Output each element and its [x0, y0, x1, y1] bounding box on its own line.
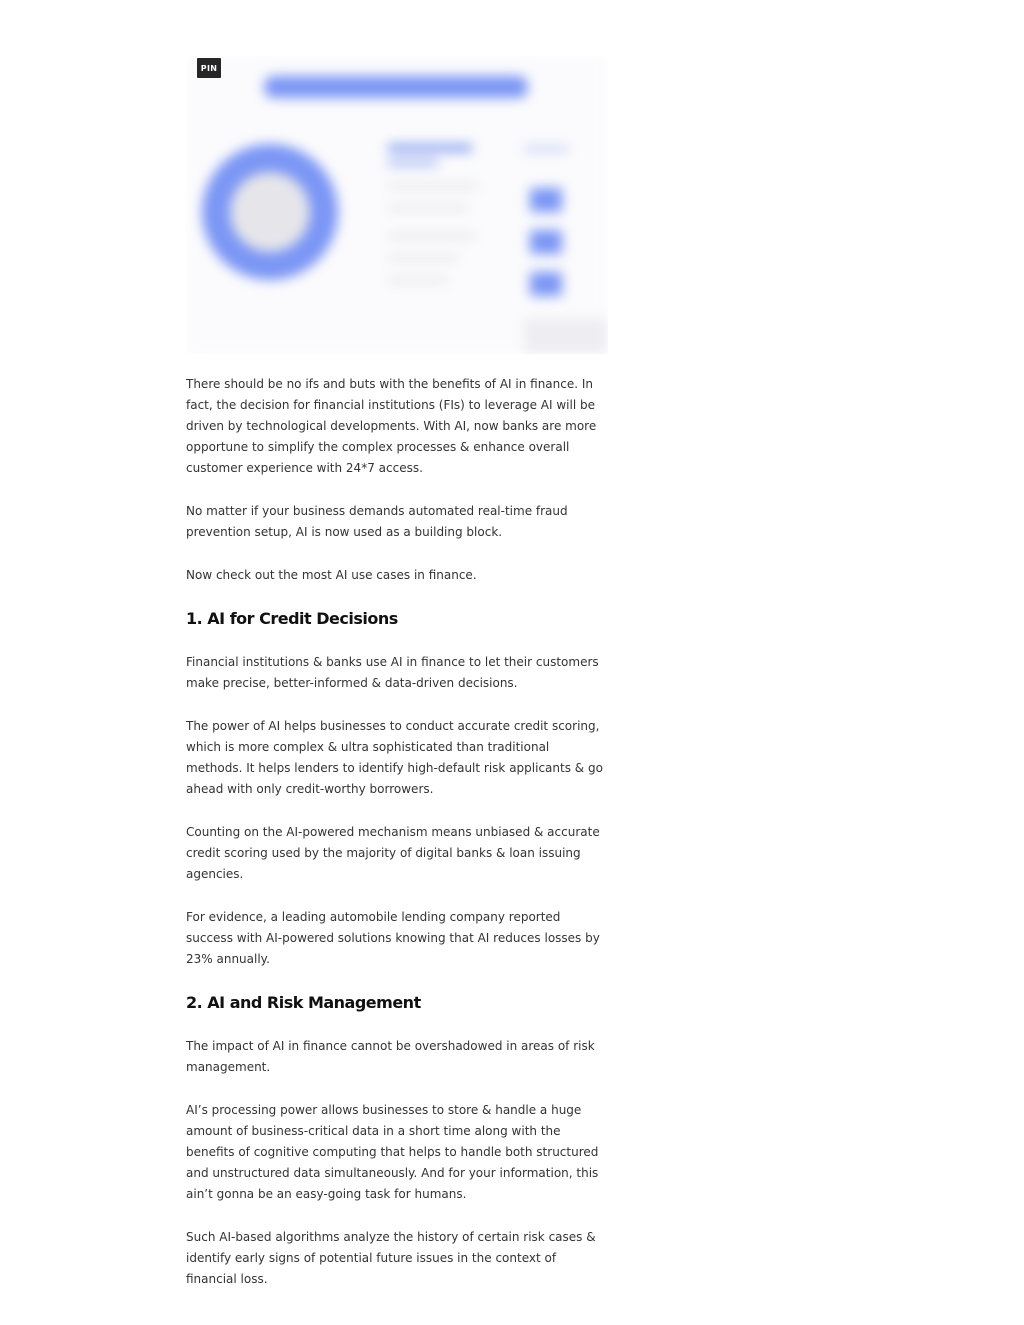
section-paragraph: The power of AI helps businesses to conduct accurate credit scoring, which is more complex & ultra sophisticated than traditional methods. It helps lenders to identify high-default risk applicants & go ahead with only credit-worthy borrowers. — [186, 719, 603, 796]
section-paragraph: Such AI-based algorithms analyze the history of certain risk cases & identify early signs of potential future issues in the context of financial loss. — [186, 1230, 596, 1286]
section-heading-credit-decisions: 1. AI for Credit Decisions — [186, 609, 398, 628]
blurred-infographic — [186, 56, 608, 354]
section-heading-risk-management: 2. AI and Risk Management — [186, 993, 421, 1012]
infographic-image — [186, 56, 608, 354]
section-paragraph: For evidence, a leading automobile lending company reported success with AI-powered solutions knowing that AI reduces losses by 23% annually. — [186, 910, 600, 966]
article — [186, 56, 608, 1312]
pin-button[interactable]: PIN — [197, 58, 221, 78]
intro-paragraph: There should be no ifs and buts with the benefits of AI in finance. In fact, the decision for financial institutions (FIs) to leverage AI will be driven by technological developments. With AI, now banks are more opportune to simplify the complex processes & enhance overall customer experience with 24*7 access. — [186, 377, 597, 475]
section-paragraph: Financial institutions & banks use AI in finance to let their customers make precise, better-informed & data-driven decisions. — [186, 655, 599, 690]
section-paragraph: AI’s processing power allows businesses to store & handle a huge amount of business-critical data in a short time along with the benefits of cognitive computing that helps to handle both structured and unstructured data simultaneously. And for your information, this ain’t gonna be an easy-going task for humans. — [186, 1103, 599, 1201]
section-paragraph: The impact of AI in finance cannot be overshadowed in areas of risk management. — [186, 1039, 595, 1074]
intro-paragraph: Now check out the most AI use cases in finance. — [186, 568, 477, 582]
section-paragraph: Counting on the AI-powered mechanism means unbiased & accurate credit scoring used by the majority of digital banks & loan issuing agencies. — [186, 825, 600, 881]
intro-paragraph: No matter if your business demands automated real-time fraud prevention setup, AI is now used as a building block. — [186, 504, 568, 539]
